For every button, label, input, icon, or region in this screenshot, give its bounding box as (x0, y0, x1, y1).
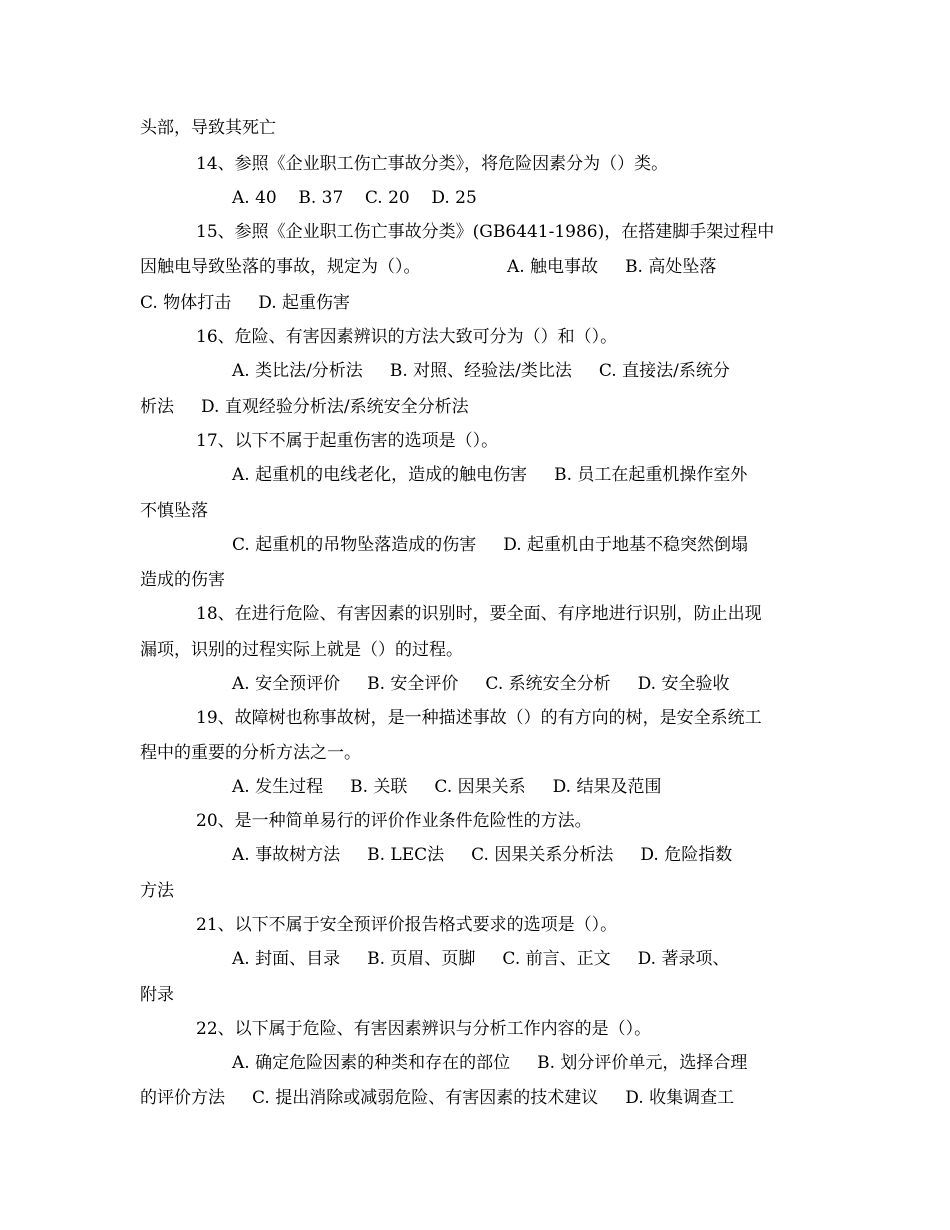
question-18-options: A. 安全预评价 B. 安全评价 C. 系统安全分析 D. 安全验收 (232, 674, 730, 694)
question-14-options: A. 40 B. 37 C. 20 D. 25 (232, 188, 477, 208)
question-19-options: A. 发生过程 B. 关联 C. 因果关系 D. 结果及范围 (232, 777, 662, 797)
question-22-options: A. 确定危险因素的种类和存在的部位 B. 划分评价单元，选择合理 (232, 1053, 748, 1073)
question-15-cont: 因触电导致坠落的事故，规定为（）。 A. 触电事故 B. 高处坠落 (140, 257, 717, 277)
question-15-options: C. 物体打击 D. 起重伤害 (140, 293, 351, 313)
question-18-cont: 漏项，识别的过程实际上就是（）的过程。 (140, 640, 463, 660)
question-21-options-cont: 附录 (140, 985, 174, 1005)
question-22-options-cont: 的评价方法 C. 提出消除或减弱危险、有害因素的技术建议 D. 收集调查工 (140, 1088, 735, 1108)
question-17-options-cont: 不慎坠落 (140, 501, 208, 521)
question-21: 21、以下不属于安全预评价报告格式要求的选项是（）。 (196, 915, 618, 935)
question-17-options-2: C. 起重机的吊物坠落造成的伤害 D. 起重机由于地基不稳突然倒塌 (232, 535, 749, 555)
question-20-options: A. 事故树方法 B. LEC法 C. 因果关系分析法 D. 危险指数 (232, 845, 733, 865)
question-21-options: A. 封面、目录 B. 页眉、页脚 C. 前言、正文 D. 著录项、 (232, 949, 730, 969)
question-20: 20、是一种简单易行的评价作业条件危险性的方法。 (196, 811, 592, 831)
text-line: 头部，导致其死亡 (140, 118, 276, 138)
question-17: 17、以下不属于起重伤害的选项是（）。 (196, 431, 499, 451)
question-20-options-cont: 方法 (140, 881, 174, 901)
question-19: 19、故障树也称事故树，是一种描述事故（）的有方向的树，是安全系统工 (196, 708, 762, 728)
question-19-cont: 程中的重要的分析方法之一。 (140, 743, 361, 763)
question-18: 18、在进行危险、有害因素的识别时，要全面、有序地进行识别，防止出现 (196, 604, 762, 624)
question-16-options-cont: 析法 D. 直观经验分析法/系统安全分析法 (140, 397, 469, 417)
question-16-options: A. 类比法/分析法 B. 对照、经验法/类比法 C. 直接法/系统分 (232, 361, 730, 381)
question-17-options-2-cont: 造成的伤害 (140, 570, 225, 590)
question-16: 16、危险、有害因素辨识的方法大致可分为（）和（）。 (196, 327, 618, 347)
question-22: 22、以下属于危险、有害因素辨识与分析工作内容的是（）。 (196, 1019, 652, 1039)
question-17-options: A. 起重机的电线老化，造成的触电伤害 B. 员工在起重机操作室外 (232, 465, 748, 485)
question-14: 14、参照《企业职工伤亡事故分类》，将危险因素分为（）类。 (196, 154, 669, 174)
question-15: 15、参照《企业职工伤亡事故分类》(GB6441-1986)，在搭建脚手架过程中 (196, 222, 775, 242)
